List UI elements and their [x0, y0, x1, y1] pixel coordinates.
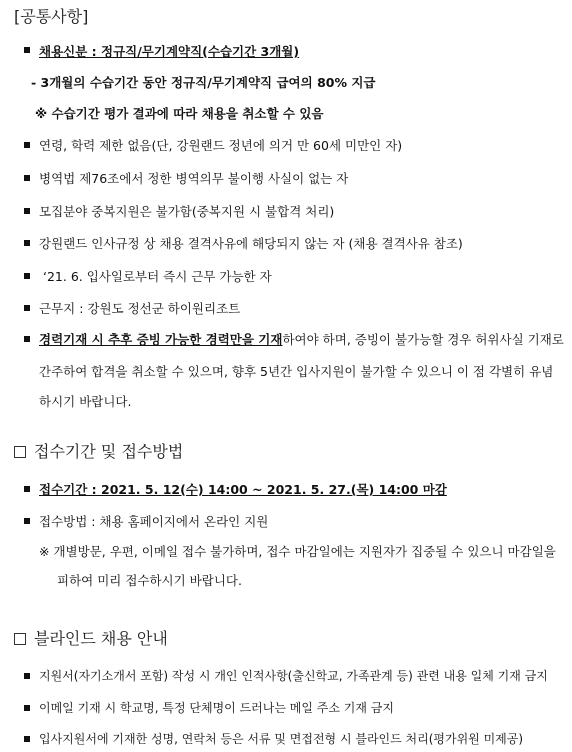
application-note-line-2: 피하여 미리 접수하시기 바랍니다. — [57, 573, 242, 588]
bullet-icon — [24, 240, 30, 246]
bullet-icon — [24, 305, 30, 311]
square-icon — [14, 633, 26, 645]
list-item: 지원서(자기소개서 포함) 작성 시 개인 인적사항(출신학교, 가족관계 등) 관련 내용 일체 기재 금지 — [39, 669, 548, 683]
list-item: ‘21. 6. 입사일로부터 즉시 근무 가능한 자 — [43, 269, 272, 284]
application-section-header — [14, 439, 183, 462]
square-icon — [14, 446, 26, 458]
employment-type: 채용신분 : 정규직/무기계약직(수습기간 3개월) — [39, 44, 300, 59]
bullet-icon — [24, 208, 30, 214]
bullet-icon — [24, 518, 30, 524]
bullet-icon — [24, 486, 30, 492]
probation-note: ※ 수습기간 평가 결과에 따라 채용을 취소할 수 있음 — [35, 106, 324, 121]
bullet-icon — [24, 673, 30, 679]
probation-pay: - 3개월의 수습기간 동안 정규직/무기계약직 급여의 80% 지급 — [31, 75, 376, 90]
list-item: 모집분야 중복지원은 불가함(중복지원 시 불합격 처리) — [39, 204, 335, 219]
application-method: 접수방법 : 채용 홈페이지에서 온라인 지원 — [39, 514, 269, 529]
career-notice-rest: 하여야 하며, 증빙이 불가능할 경우 허위사실 기재로 — [282, 332, 564, 347]
bullet-icon — [24, 736, 30, 742]
list-item: 강원랜드 인사규정 상 채용 결격사유에 해당되지 않는 자 (채용 결격사유 참조) — [39, 236, 463, 251]
list-item: 병역법 제76조에서 정한 병역의무 불이행 사실이 없는 자 — [39, 171, 349, 186]
bullet-icon — [24, 47, 30, 53]
list-item: 연령, 학력 제한 없음(단, 강원랜드 정년에 의거 만 60세 미만인 자) — [39, 138, 403, 153]
career-notice-line-3: 하시기 바랍니다. — [39, 394, 132, 409]
common-section-title: [공통사항] — [14, 7, 89, 26]
application-section-title: 접수기간 및 접수방법 — [34, 442, 184, 461]
blind-section-header — [14, 626, 168, 649]
bullet-icon — [24, 336, 30, 342]
bullet-icon — [24, 705, 30, 711]
list-item: 근무지 : 강원도 정선군 하이원리조트 — [39, 301, 241, 316]
bullet-icon — [24, 142, 30, 148]
career-notice-emphasis: 경력기재 시 추후 증빙 가능한 경력만을 기재 — [39, 332, 283, 347]
career-notice-line-1 — [39, 330, 564, 348]
application-period: 접수기간 : 2021. 5. 12(수) 14:00 ~ 2021. 5. 27.(목) 14:00 마감 — [39, 482, 447, 497]
application-note-line-1: ※ 개별방문, 우편, 이메일 접수 불가하며, 접수 마감일에는 지원자가 집중될 수 있으니 마감일을 — [39, 544, 556, 559]
bullet-icon — [24, 175, 30, 181]
career-notice-line-2: 간주하여 합격을 취소할 수 있으며, 향후 5년간 입사지원이 불가할 수 있으니 이 점 각별히 유념 — [39, 364, 554, 379]
list-item: 이메일 기재 시 학교명, 특정 단체명이 드러나는 메일 주소 기재 금지 — [39, 701, 394, 715]
bullet-icon — [24, 273, 30, 279]
blind-section-title: 블라인드 채용 안내 — [34, 629, 168, 648]
list-item: 입사지원서에 기재한 성명, 연락처 등은 서류 및 면접전형 시 블라인드 처리(평가위원 미제공) — [39, 732, 524, 746]
